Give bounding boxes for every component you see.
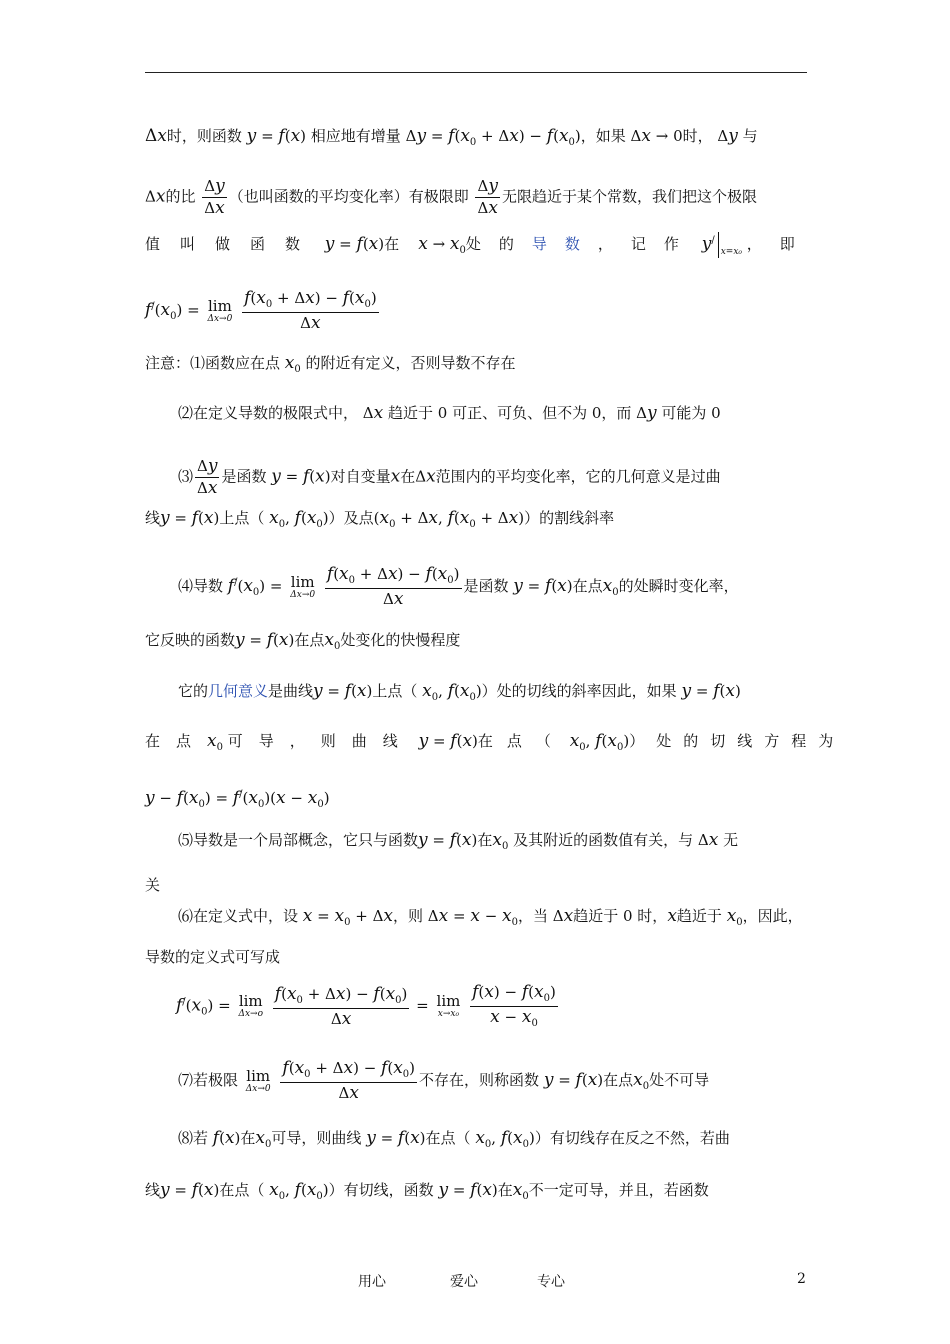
note-3a: ⑶ $\frac{\Delta y}{\Delta x}$ 是函数 y = f(x)对自变量x在Δx范围内的平均变化率，它的几何意义是过曲 [178, 456, 721, 498]
note-2: ⑵在定义导数的极限式中， Δx 趋近于 0 可正、可负、但不为 0，而 Δy 可能为 0 [178, 403, 721, 423]
note-title: 注意：⑴函数应在点 $x_0$ 的附近有定义，否则导数不存在 [145, 353, 516, 375]
note-4a: ⑷导数 $f^/(x_0)$ = lim Δx→0 $\frac{f(x_0 + \Delta x) - f(x_0)}{\Delta x}$ 是函数 y = f(x)在点$x_0$的处瞬时变化率， [178, 564, 739, 609]
text-line-3: 值叫做函数 y = f(x)在 $x \to x_0$处的导数，记作 y/x=x₀ ，即 [145, 234, 813, 257]
note-6b: 导数的定义式可写成 [145, 948, 281, 966]
derivative-definition: $f^/(x_0)$ = lim Δx→0 $\frac{f(x_0 + \Delta x) - f(x_0)}{\Delta x}$ [145, 288, 377, 333]
text-line-2: Δx的比 $\frac{\Delta y}{\Delta x}$ （也叫函数的平均变化率）有极限即 $\frac{\Delta y}{\Delta x}$ 无限趋近于某个常数，我们把这个极限 [145, 176, 757, 218]
note-5b: 关 [145, 876, 161, 894]
page-number: 2 [797, 1271, 806, 1287]
note-5: ⑸导数是一个局部概念，它只与函数y = f(x)在$x_0$ 及其附近的函数值有关，与 Δx 无 [178, 830, 739, 852]
derivative-link[interactable]: 导数 [531, 235, 598, 253]
note-7: ⑺若极限 lim Δx→0 $\frac{f(x_0 + \Delta x) - f(x_0)}{\Delta x}$ 不存在，则称函数 y = f(x)在点$x_0$处不可导 [178, 1058, 710, 1103]
geo-meaning-2: 在点$x_0$ 可导，则曲线 y = f(x)在点（ $x_0$, $f(x_0)$）处的切线方程为 [145, 731, 846, 753]
note-6: ⑹在定义式中，设 $x = x_0 + \Delta x$，则 $\Delta x = x - x_0$，当 Δx趋近于 0 时，x趋近于 $x_0$，因此， [178, 906, 803, 928]
note-4b: 它反映的函数y = f(x)在点$x_0$处变化的快慢程度 [145, 630, 461, 652]
geometric-meaning-link[interactable]: 几何意义 [208, 682, 269, 700]
derivative-definition-alt: $f^/(x_0)$ = lim Δx→o $\frac{f(x_0 + \Delta x) - f(x_0)}{\Delta x}$ = lim x→x₀ $\frac{f(x) - f(x_0)}{x - x_0}$ [176, 982, 556, 1029]
note-3b: 线y = f(x)上点（ $x_0$, $f(x_0)$）及点($x_0 + \Delta x$, $f(x_0 + \Delta x)$）的割线斜率 [145, 508, 615, 530]
header-rule [145, 72, 807, 73]
text-line-1: Δx时，则函数 y = f(x) 相应地有增量 $\Delta y = f(x_0 + \Delta x) - f(x_0)$，如果 Δx → 0时， Δy 与 [145, 126, 758, 148]
footer-text-2: 爱心 [450, 1274, 478, 1290]
footer-text-3: 专心 [537, 1274, 565, 1290]
note-8b: 线y = f(x)在点（ $x_0$, $f(x_0)$）有切线，函数 y = f(x)在$x_0$不一定可导，并且，若函数 [145, 1180, 709, 1202]
footer-text-1: 用心 [358, 1274, 386, 1290]
note-8a: ⑻若 f(x)在$x_0$可导，则曲线 y = f(x)在点（ $x_0$, $f(x_0)$）有切线存在反之不然，若曲 [178, 1128, 730, 1150]
tangent-equation: $y - f(x_0) = f^/(x_0)(x - x_0)$ [145, 788, 330, 810]
geo-meaning-1: 它的几何意义是曲线y = f(x)上点（ $x_0$, $f(x_0)$）处的切线的斜率因此，如果 y = f(x) [178, 681, 741, 703]
